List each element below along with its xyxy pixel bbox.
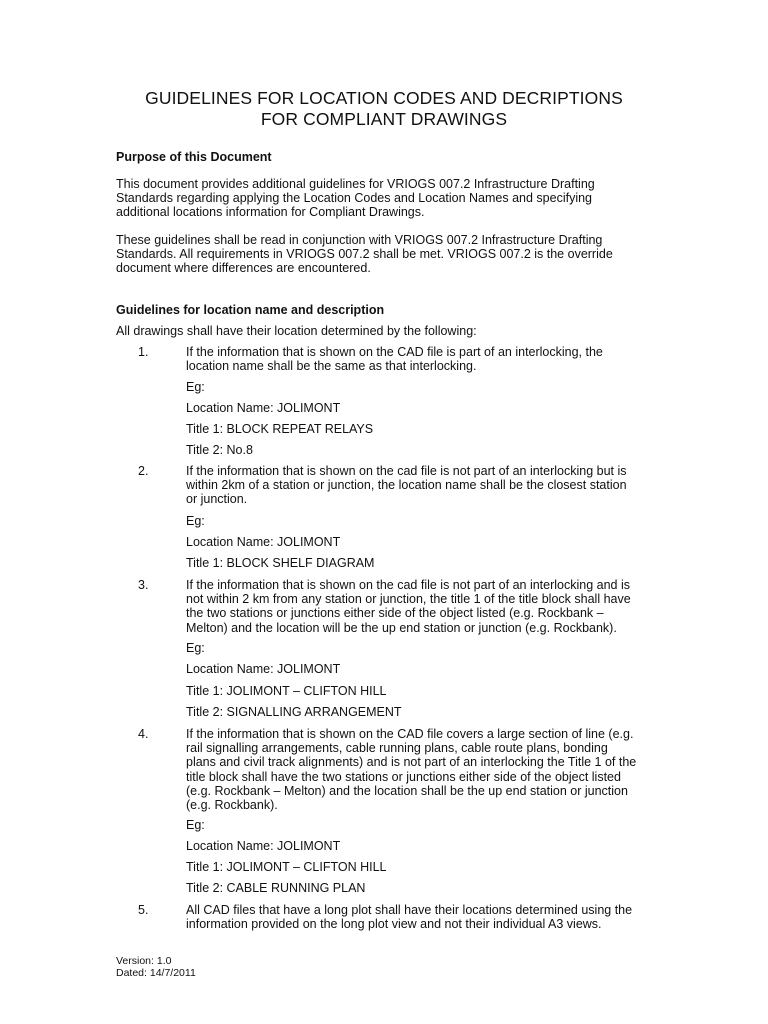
item-2-example-label: Eg:	[186, 514, 205, 528]
item-5-number: 5.	[138, 903, 149, 917]
item-4-title-1: Title 1: JOLIMONT – CLIFTON HILL	[186, 860, 387, 874]
text-line: Standards regarding applying the Location Codes and Location Names and specifying	[116, 191, 593, 206]
text-line: plans and civil track alignments) and is not part of an interlocking the Title 1 of the	[186, 755, 637, 770]
text-line: All drawings shall have their location determined by the following:	[116, 324, 477, 338]
title-line-2: FOR COMPLIANT DRAWINGS	[260, 109, 508, 129]
text-line: additional locations information for Compliant Drawings.	[116, 205, 425, 220]
item-4-example-label: Eg:	[186, 818, 205, 832]
title-line-1: GUIDELINES FOR LOCATION CODES AND DECRIPTIONS	[145, 88, 623, 108]
text-line: information provided on the long plot view and not their individual A3 views.	[186, 917, 602, 932]
item-2-text	[186, 464, 666, 507]
item-3-text	[186, 578, 666, 635]
text-line: not within 2 km from any station or junction, the title 1 of the title block shall have	[186, 592, 631, 607]
item-1-title-2: Title 2: No.8	[186, 443, 253, 457]
guidelines-intro	[116, 324, 676, 338]
text-line: (e.g. Rockbank – Melton) and the location shall be the up end station or junction	[186, 783, 628, 798]
text-line: Standards. All requirements in VRIOGS 007.2 shall be met. VRIOGS 007.2 is the override	[116, 247, 613, 262]
item-4-location-name: Location Name: JOLIMONT	[186, 839, 341, 853]
guidelines-heading: Guidelines for location name and description	[116, 303, 385, 317]
text-line: location name shall be the same as that interlocking.	[186, 359, 477, 374]
item-3-example-label: Eg:	[186, 641, 205, 655]
item-2-location-name: Location Name: JOLIMONT	[186, 535, 341, 549]
item-4-number: 4.	[138, 727, 149, 741]
purpose-paragraph-2	[116, 233, 676, 276]
item-4-title-2: Title 2: CABLE RUNNING PLAN	[186, 881, 366, 895]
text-line: within 2km of a station or junction, the location name shall be the closest station	[186, 478, 627, 493]
text-line: If the information that is shown on the CAD file covers a large section of line (e.g.	[186, 727, 634, 741]
item-1-title-1: Title 1: BLOCK REPEAT RELAYS	[186, 422, 374, 436]
item-1-location-name: Location Name: JOLIMONT	[186, 401, 341, 415]
purpose-paragraph-1	[116, 177, 676, 220]
text-line: or junction.	[186, 492, 248, 507]
text-line: the two stations or junctions either side of the object listed (e.g. Rockbank –	[186, 606, 604, 621]
text-line: title block shall have the two stations or junctions either side of the object listed	[186, 769, 621, 784]
item-3-number: 3.	[138, 578, 149, 592]
text-line: If the information that is shown on the cad file is not part of an interlocking and is	[186, 578, 631, 592]
text-line: All CAD files that have a long plot shall have their locations determined using the	[186, 903, 633, 917]
item-3-title-1: Title 1: JOLIMONT – CLIFTON HILL	[186, 684, 387, 698]
text-line: If the information that is shown on the cad file is not part of an interlocking but is	[186, 464, 627, 478]
date-label: Dated: 14/7/2011	[116, 966, 196, 979]
version-label: Version: 1.0	[116, 955, 172, 967]
text-line: Melton) and the location will be the up end station or junction (e.g. Rockbank).	[186, 620, 617, 635]
document-title	[0, 88, 768, 130]
text-line: document where differences are encountered.	[116, 261, 371, 276]
item-2-number: 2.	[138, 464, 149, 478]
item-1-number: 1.	[138, 345, 149, 359]
item-4-text	[186, 727, 666, 812]
item-1-example-label: Eg:	[186, 380, 205, 394]
document-footer	[116, 956, 196, 979]
purpose-heading: Purpose of this Document	[116, 150, 272, 164]
item-3-location-name: Location Name: JOLIMONT	[186, 662, 341, 676]
item-2-title-1: Title 1: BLOCK SHELF DIAGRAM	[186, 556, 375, 570]
text-line: rail signalling arrangements, cable running plans, cable route plans, bonding	[186, 741, 608, 756]
text-line: If the information that is shown on the CAD file is part of an interlocking, the	[186, 345, 603, 359]
text-line: This document provides additional guidelines for VRIOGS 007.2 Infrastructure Drafting	[116, 177, 595, 191]
text-line: (e.g. Rockbank).	[186, 798, 278, 813]
text-line: These guidelines shall be read in conjunction with VRIOGS 007.2 Infrastructure Drafting	[116, 233, 603, 247]
item-1-text	[186, 345, 666, 373]
item-3-title-2: Title 2: SIGNALLING ARRANGEMENT	[186, 705, 402, 719]
item-5-text	[186, 903, 666, 931]
